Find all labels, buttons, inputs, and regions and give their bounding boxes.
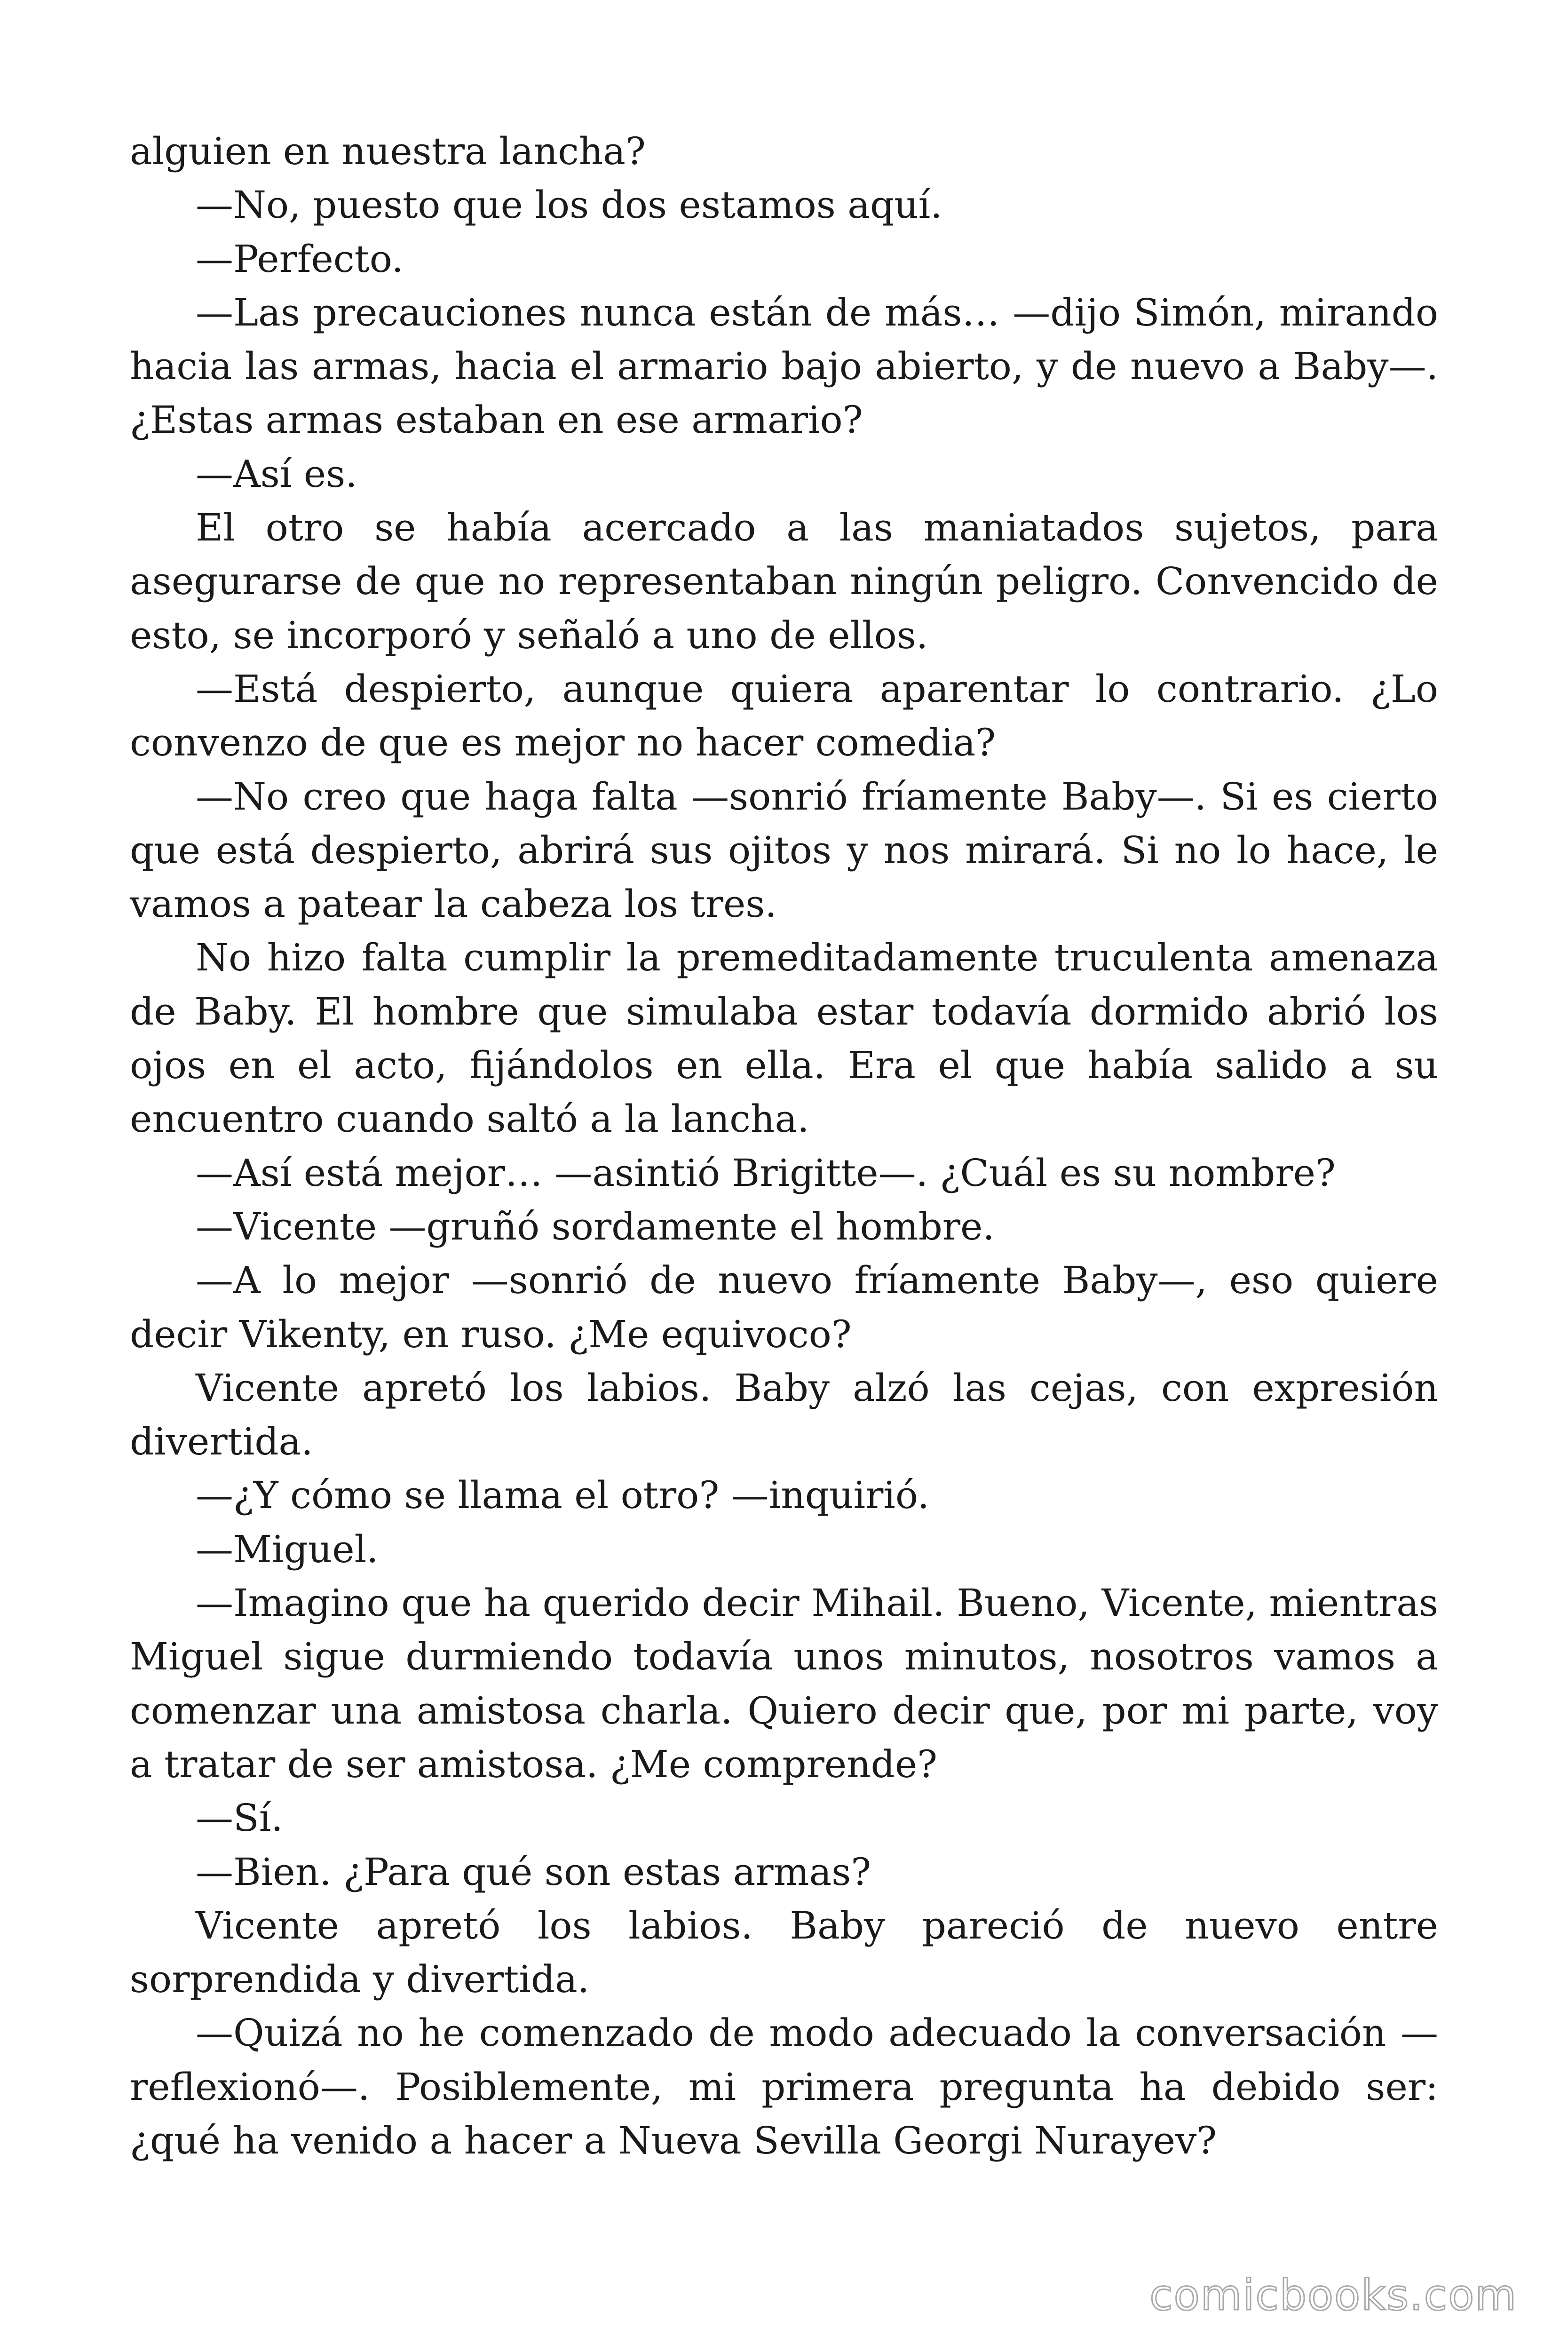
- paragraph: —No creo que haga falta —sonrió fríamente Baby—. Si es cierto que está despierto, abrirá sus ojitos y nos mirará. Si no lo hace, le vamos a patear la cabeza los tres.: [130, 774, 1438, 926]
- paragraph: El otro se había acercado a las maniatados sujetos, para asegurarse de que no representaban ningún peligro. Convencido de esto, se incorporó y señaló a uno de ellos.: [130, 506, 1438, 657]
- paragraph: —Está despierto, aunque quiera aparentar lo contrario. ¿Lo convenzo de que es mejor no hacer comedia?: [130, 667, 1438, 765]
- paragraph: Vicente apretó los labios. Baby alzó las cejas, con expresión divertida.: [130, 1366, 1438, 1464]
- paragraph: —¿Y cómo se llama el otro? —inquirió.: [196, 1473, 930, 1518]
- paragraph: —A lo mejor —sonrió de nuevo fríamente Baby—, eso quiere decir Vikenty, en ruso. ¿Me equivoco?: [130, 1258, 1438, 1356]
- paragraph: —Las precauciones nunca están de más… —dijo Simón, mirando hacia las armas, hacia el armario bajo abierto, y de nuevo a Baby—. ¿Estas armas estaban en ese armario?: [130, 290, 1438, 442]
- paragraph: —Vicente —gruñó sordamente el hombre.: [196, 1204, 995, 1248]
- paragraph: —Bien. ¿Para qué son estas armas?: [196, 1850, 871, 1894]
- paragraph: No hizo falta cumplir la premeditadamente truculenta amenaza de Baby. El hombre que simulaba estar todavía dormido abrió los ojos en el acto, fijándolos en ella. Era el que había salido a su encuentro cuando saltó a la lancha.: [130, 936, 1438, 1141]
- paragraph: —Sí.: [196, 1796, 283, 1840]
- paragraph: —No, puesto que los dos estamos aquí.: [196, 183, 942, 227]
- book-page-text: [130, 125, 1438, 2168]
- paragraph: —Miguel.: [196, 1527, 379, 1571]
- paragraph: —Quizá no he comenzado de modo adecuado la conversación —reflexionó—. Posiblemente, mi primera pregunta ha debido ser: ¿qué ha venido a hacer a Nueva Sevilla Georgi Nurayev?: [130, 2011, 1438, 2162]
- paragraph: —Así está mejor… —asintió Brigitte—. ¿Cuál es su nombre?: [196, 1151, 1336, 1195]
- paragraph: —Imagino que ha querido decir Mihail. Bueno, Vicente, mientras Miguel sigue durmiendo todavía unos minutos, nosotros vamos a comenzar una amistosa charla. Quiero decir que, por mi parte, voy a tratar de ser amistosa. ¿Me comprende?: [130, 1581, 1438, 1786]
- paragraph: alguien en nuestra lancha?: [130, 129, 646, 173]
- paragraph: Vicente apretó los labios. Baby pareció de nuevo entre sorprendida y divertida.: [130, 1903, 1438, 2002]
- paragraph: —Así es.: [196, 452, 357, 496]
- watermark: comicbooks.com: [1149, 2271, 1517, 2320]
- paragraph: —Perfecto.: [196, 237, 404, 281]
